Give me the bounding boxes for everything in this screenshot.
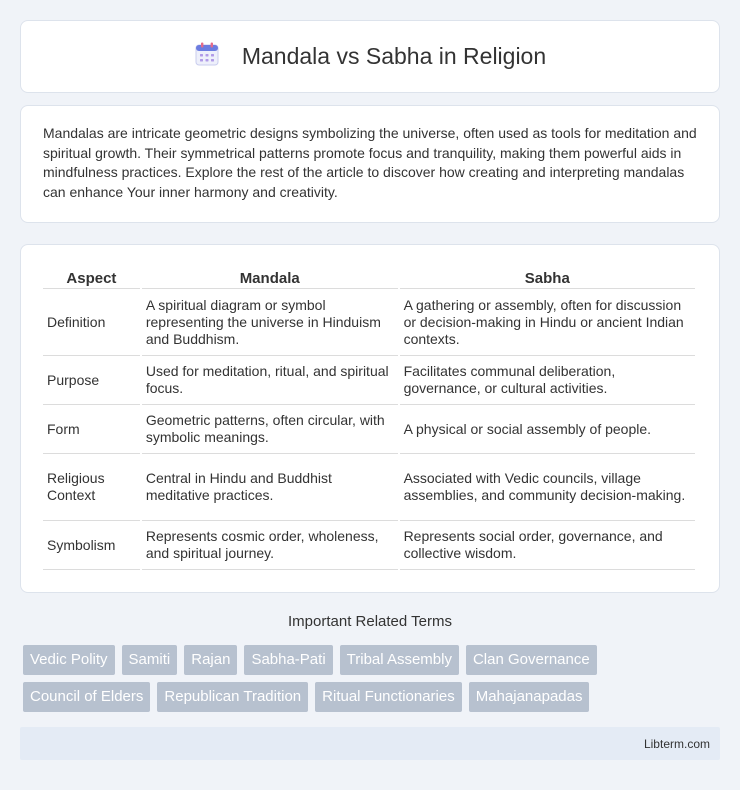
page-title: Mandala vs Sabha in Religion bbox=[241, 43, 547, 69]
table-row bbox=[43, 356, 695, 405]
related-terms-title: Important Related Terms bbox=[288, 613, 452, 630]
related-term-tag[interactable]: Samiti bbox=[122, 645, 178, 675]
title-wrap bbox=[194, 41, 546, 72]
header-card bbox=[20, 20, 720, 93]
mandala-cell: A spiritual diagram or symbol representing the universe in Hinduism and Buddhism. bbox=[142, 289, 398, 356]
related-term-tag[interactable]: Tribal Assembly bbox=[340, 645, 459, 675]
related-term-tag[interactable]: Ritual Functionaries bbox=[315, 682, 462, 712]
mandala-cell: Used for meditation, ritual, and spiritual focus. bbox=[142, 356, 398, 405]
mandala-cell: Represents cosmic order, wholeness, and spiritual journey. bbox=[142, 521, 398, 570]
aspect-cell: Form bbox=[43, 405, 140, 454]
sabha-cell: A physical or social assembly of people. bbox=[400, 405, 695, 454]
table-row bbox=[43, 454, 695, 521]
sabha-cell: Associated with Vedic councils, village assemblies, and community decision-making. bbox=[400, 454, 695, 521]
table-row bbox=[43, 289, 695, 356]
related-term-tag[interactable]: Republican Tradition bbox=[157, 682, 308, 712]
sabha-cell: Represents social order, governance, and collective wisdom. bbox=[400, 521, 695, 570]
calendar-icon bbox=[194, 41, 220, 72]
aspect-cell: Purpose bbox=[43, 356, 140, 405]
sabha-cell: A gathering or assembly, often for discussion or decision-making in Hindu or ancient Indian contexts. bbox=[400, 289, 695, 356]
mandala-cell: Central in Hindu and Buddhist meditative practices. bbox=[142, 454, 398, 521]
table-header-row bbox=[43, 265, 695, 289]
related-terms-list bbox=[23, 645, 723, 712]
related-term-tag[interactable]: Council of Elders bbox=[23, 682, 150, 712]
header-mandala: Mandala bbox=[142, 265, 398, 289]
related-term-tag[interactable]: Mahajanapadas bbox=[469, 682, 590, 712]
sabha-cell: Facilitates communal deliberation, governance, or cultural activities. bbox=[400, 356, 695, 405]
header-aspect: Aspect bbox=[43, 265, 140, 289]
table-row bbox=[43, 405, 695, 454]
related-term-tag[interactable]: Clan Governance bbox=[466, 645, 597, 675]
intro-text: Mandalas are intricate geometric designs symbolizing the universe, often used as tools for meditation and spiritual growth. Their symmetrical patterns promote focus and tranquility, making them powerful aids in mindfulness practices. Explore the rest of the article to discover how creating and interpreting mandalas can enhance Your inner harmony and creativity. bbox=[43, 125, 697, 200]
related-term-tag[interactable]: Vedic Polity bbox=[23, 645, 115, 675]
footer-site-link[interactable]: Libterm.com bbox=[643, 736, 710, 751]
intro-card bbox=[20, 105, 720, 223]
aspect-cell: Definition bbox=[43, 289, 140, 356]
aspect-cell: Symbolism bbox=[43, 521, 140, 570]
table-row bbox=[43, 521, 695, 570]
aspect-cell: Religious Context bbox=[43, 454, 140, 521]
comparison-table bbox=[41, 265, 697, 570]
comparison-table-card bbox=[20, 244, 720, 593]
mandala-cell: Geometric patterns, often circular, with symbolic meanings. bbox=[142, 405, 398, 454]
header-sabha: Sabha bbox=[400, 265, 695, 289]
related-term-tag[interactable]: Rajan bbox=[184, 645, 237, 675]
related-term-tag[interactable]: Sabha-Pati bbox=[244, 645, 332, 675]
footer bbox=[20, 727, 720, 760]
